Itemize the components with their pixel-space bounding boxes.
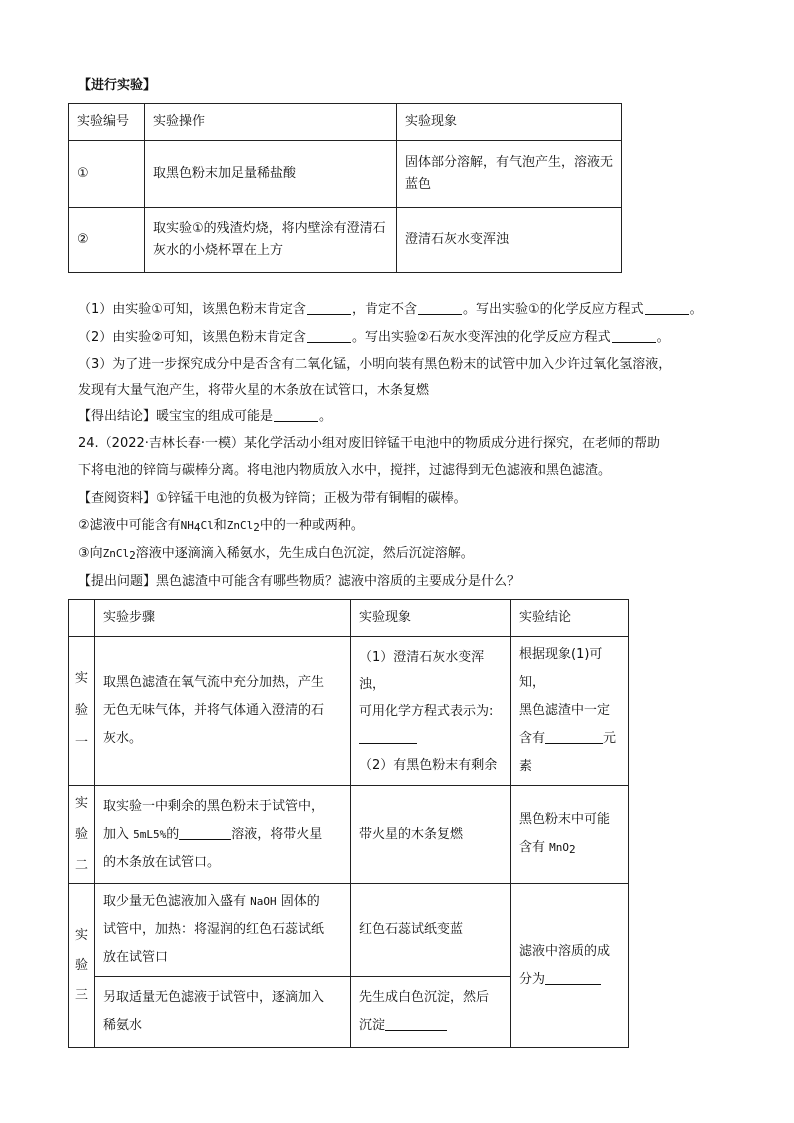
row-operation: 取实验①的残渣灼烧，将内壁涂有澄清石灰水的小烧杯罩在上方	[145, 208, 397, 273]
exp1-step: 取黑色滤渣在氧气流中充分加热，产生 无色无味气体，并将气体通入澄清的石 灰水。	[95, 637, 351, 786]
answer-blank[interactable]	[179, 825, 231, 840]
exp1-observation: （1）澄清石灰水变浑浊， 可用化学方程式表示为: （2）有黑色粉末有剩余	[351, 637, 511, 786]
table-row	[69, 208, 622, 273]
conclusion-line: 【得出结论】暖宝宝的组成可能是 。	[78, 409, 333, 424]
table-header-row	[69, 104, 622, 141]
table-row	[69, 884, 629, 977]
answer-blank[interactable]	[545, 970, 601, 985]
row-id: ②	[69, 208, 145, 273]
info-line-1: 【查阅资料】①锌锰干电池的负极为锌筒；正极为带有铜帽的碳棒。	[78, 491, 467, 506]
question-24-line2: 下将电池的锌筒与碳棒分离。将电池内物质放入水中，搅拌，过滤得到无色滤液和黑色滤渣。	[78, 463, 612, 478]
question-3-line1: （3）为了进一步探究成分中是否含有二氧化锰，小明向装有黑色粉末的试管中加入少许过氧化氢溶液，	[78, 357, 672, 372]
exp2-conclusion: 黑色粉末中可能 含有 MnO$_2$	[511, 786, 629, 884]
answer-blank[interactable]	[385, 1016, 447, 1031]
table-row	[69, 637, 629, 786]
exp2-step: 取实验一中剩余的黑色粉末于试管中， 加入 5mL5%的 溶液，将带火星 的木条放在试管口。	[95, 786, 351, 884]
answer-blank[interactable]	[645, 300, 689, 315]
answer-blank[interactable]	[359, 729, 417, 744]
section-heading-experiment: 【进行实验】	[78, 78, 157, 93]
answer-blank[interactable]	[307, 300, 351, 315]
question-2: （2）由实验②可知，该黑色粉末肯定含 。写出实验②石灰水变浑浊的化学反应方程式 。	[78, 330, 670, 345]
header-observation: 实验现象	[351, 600, 511, 637]
experiment-table-2	[68, 599, 629, 1048]
answer-blank[interactable]	[545, 729, 603, 744]
experiment-table-1	[68, 103, 622, 273]
header-conclusion: 实验结论	[511, 600, 629, 637]
question-24-line1: 24.（2022·吉林长春·一模）某化学活动小组对废旧锌锰干电池中的物质成分进行探究，在老师的帮助	[78, 436, 661, 451]
exp2-observation: 带火星的木条复燃	[351, 786, 511, 884]
header-exp-op: 实验操作	[145, 104, 397, 141]
exp2-label: 实 验 二	[69, 786, 95, 884]
info-line-2: ②滤液中可能含有$NH_4Cl$和ZnCl$_2$中的一种或两种。	[78, 518, 364, 534]
exp3b-observation: 先生成白色沉淀，然后 沉淀	[351, 977, 511, 1048]
row-observation: 固体部分溶解，有气泡产生，溶液无蓝色	[397, 141, 622, 208]
table-row	[69, 786, 629, 884]
answer-blank[interactable]	[307, 328, 351, 343]
exp3-conclusion: 滤液中溶质的成 分为	[511, 884, 629, 1048]
header-exp-id: 实验编号	[69, 104, 145, 141]
exp3a-step: 取少量无色滤液加入盛有 NaOH 固体的 试管中，加热：将湿润的红色石蕊试纸 放在试管口	[95, 884, 351, 977]
table-header-row	[69, 600, 629, 637]
header-blank	[69, 600, 95, 637]
row-id: ①	[69, 141, 145, 208]
row-observation: 澄清石灰水变浑浊	[397, 208, 622, 273]
answer-blank[interactable]	[274, 407, 318, 422]
header-exp-obs: 实验现象	[397, 104, 622, 141]
info-line-3: ③向ZnCl$_2$溶液中逐滴滴入稀氨水，先生成白色沉淀，然后沉淀溶解。	[78, 546, 474, 562]
question-1: （1）由实验①可知，该黑色粉末肯定含 ，肯定不含 。写出实验①的化学反应方程式 。	[78, 302, 703, 317]
question-prompt: 【提出问题】黑色滤渣中可能含有哪些物质？滤液中溶质的主要成分是什么？	[78, 574, 521, 589]
exp3-label: 实 验 三	[69, 884, 95, 1048]
answer-blank[interactable]	[418, 300, 462, 315]
question-3-line2: 发现有大量气泡产生，将带火星的木条放在试管口，木条复燃	[78, 383, 430, 398]
table-row	[69, 141, 622, 208]
header-step: 实验步骤	[95, 600, 351, 637]
exp1-conclusion: 根据现象(1)可知， 黑色滤渣中一定 含有 元 素	[511, 637, 629, 786]
exp1-label: 实 验 一	[69, 637, 95, 786]
row-operation: 取黑色粉末加足量稀盐酸	[145, 141, 397, 208]
answer-blank[interactable]	[612, 328, 656, 343]
exp3b-step: 另取适量无色滤液于试管中，逐滴加入 稀氨水	[95, 977, 351, 1048]
exp3a-observation: 红色石蕊试纸变蓝	[351, 884, 511, 977]
